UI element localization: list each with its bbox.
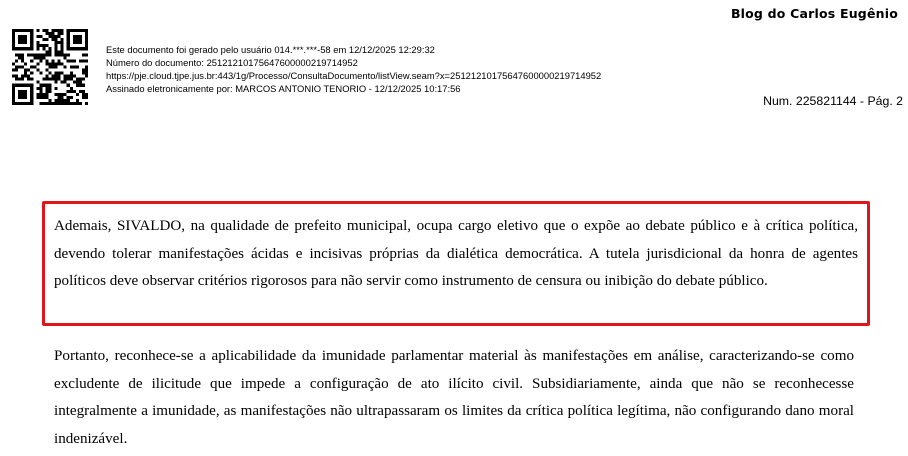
generated-by-line: Este documento foi gerado pelo usuário 014.***.***-58 em 12/12/2025 12:29:32 <box>106 44 435 55</box>
body-paragraph: Portanto, reconhece-se a aplicabilidade da imunidade parlamentar material às manifestações em análise, caracterizando-se como excludente de ilicitude que impede a configuração de ato ilícito civil. Subsidiariamente, ainda que não se reconhecesse integralmente a imunidade, as manifestações não ultrapassaram os limites da crítica política legítima, não configurando dano moral indenizável. <box>54 348 854 447</box>
signature-metadata <box>106 43 601 95</box>
highlighted-paragraph: Ademais, SIVALDO, na qualidade de prefeito municipal, ocupa cargo eletivo que o expõe ao debate público e à crítica política, devendo tolerar manifestações ácidas e incisivas próprias da dialética democrática. A tutela jurisdicional da honra de agentes políticos deve observar critérios rigorosos para não servir como instrumento de censura ou inibição do debate público. <box>54 218 858 289</box>
signed-by-line: Assinado eletronicamente por: MARCOS ANTONIO TENORIO - 12/12/2025 10:17:56 <box>106 83 461 94</box>
highlighted-paragraph-box <box>42 201 870 326</box>
document-number-line: Número do documento: 25121210175647600000219714952 <box>106 57 358 68</box>
document-url-line: https://pje.cloud.tjpe.jus.br:443/1g/Processo/ConsultaDocumento/listView.seam?x=25121210175647600000219714952 <box>106 70 602 81</box>
blog-watermark: Blog do Carlos Eugênio <box>730 6 898 21</box>
qr-code-icon <box>12 29 88 105</box>
page-number: Num. 225821144 - Pág. 2 <box>763 94 903 108</box>
